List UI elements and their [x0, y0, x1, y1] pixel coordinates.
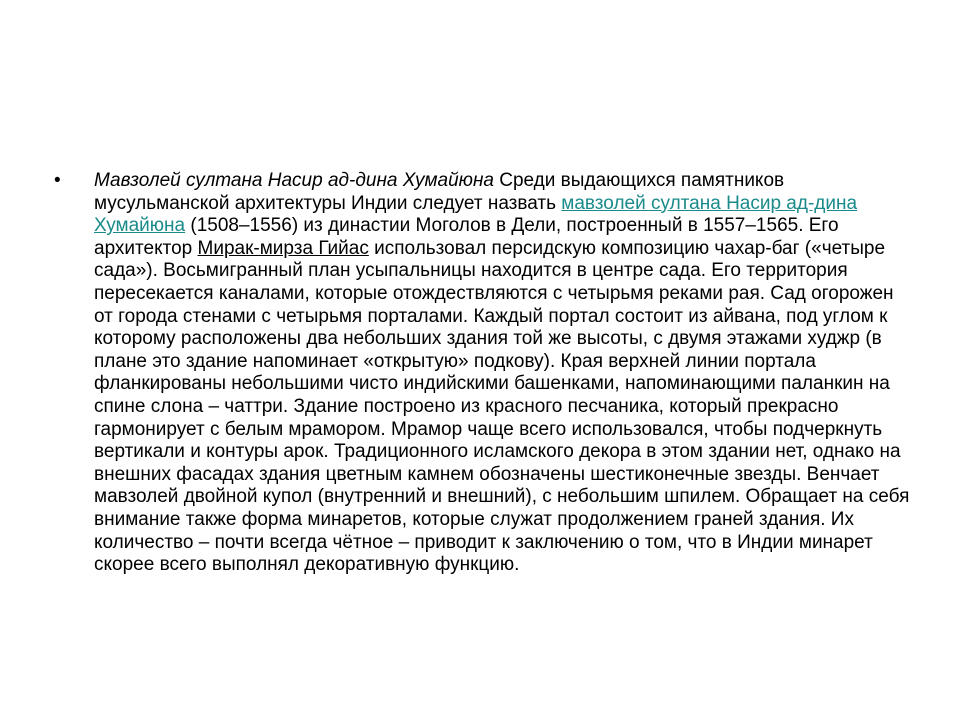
paragraph-text-1: Среди выдающихся памятников мусульманской архитектуры Индии следует назвать [94, 170, 785, 214]
bullet-list [54, 170, 914, 577]
mausoleum-link[interactable]: мавзолей султана Насир ад-дина Хумайюна [94, 192, 858, 237]
bullet-icon: • [54, 170, 61, 191]
bullet-item [54, 170, 914, 577]
bullet-paragraph [94, 170, 914, 577]
paragraph-text-2: (1508–1556) из династии Моголов в Дели, построенный в 1557–1565. Его архитектор [94, 215, 839, 259]
mausoleum-heading: Мавзолей султана Насир ад-дина Хумайюна [94, 170, 494, 191]
paragraph-text-3: использовал персидскую композицию чахар-баг («четыре сада»). Восьмигранный план усыпальницы находится в центре сада. Его территория пересекается каналами, которые отождествляются с четырьмя реками рая. Сад огорожен от города стенами с четырьмя порталами. Каждый портал состоит из айвана, под углом к которому расположены два небольших здания той же высоты, с двумя этажами худжр (в плане это здание напоминает «открытую» подкову). Края верхней линии портала фланкированы небольшими чисто индийскими башенками, напоминающими паланкин на спине слона – чаттри. Здание построено из красного песчаника, который прекрасно гармонирует с белым мрамором. Мрамор чаще всего использовался, чтобы подчеркнуть вертикали и контуры арок. Традиционного исламского декора в этом здании нет, однако на внешних фасадах здания цветным камнем обозначены шестиконечные звезды. Венчает мавзолей двойной купол (внутренний и внешний), с небольшим шпилем. Обращает на себя внимание также форма минаретов, которые служат продолжением граней здания. Их количество – почти всегда чётное – приводит к заключению о том, что в Индии минарет скорее всего выполнял декоративную функцию. [94, 237, 910, 576]
architect-link[interactable]: Мирак-мирза Гийас [197, 237, 369, 259]
